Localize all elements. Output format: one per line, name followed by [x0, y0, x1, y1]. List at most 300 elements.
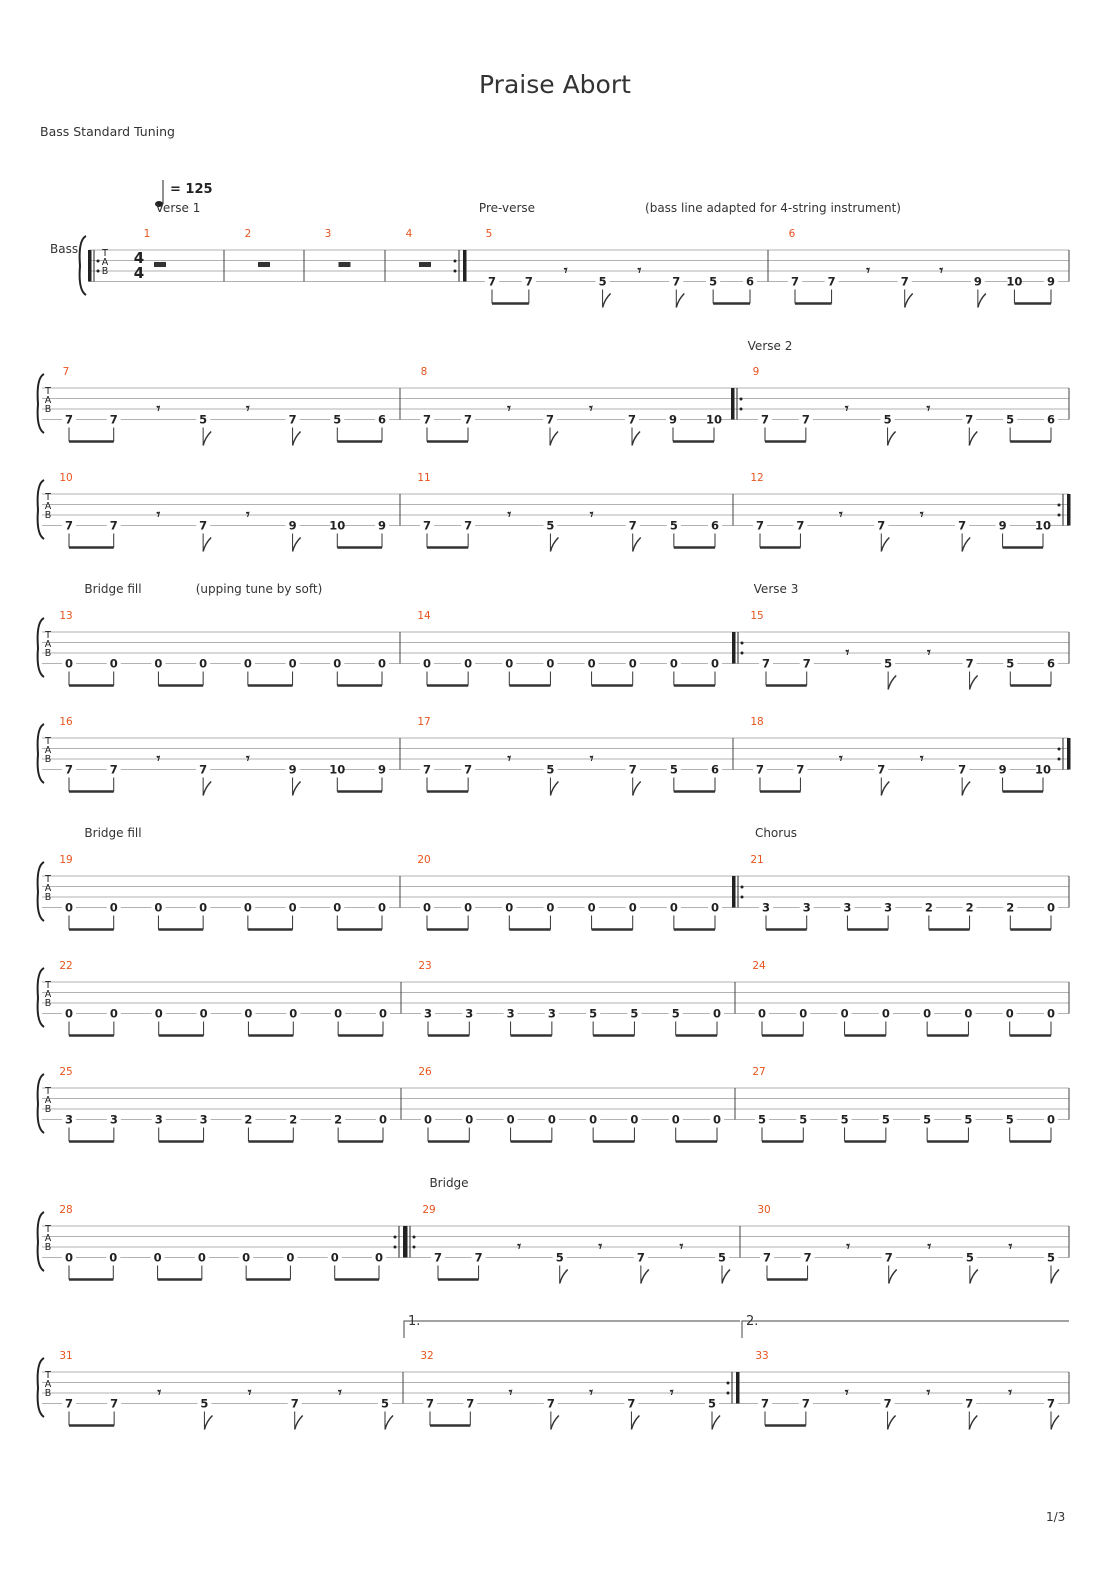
bar-number: 5	[485, 228, 493, 240]
repeat-dot	[454, 260, 457, 263]
bar-number: 2	[244, 228, 252, 240]
note-flag	[888, 676, 896, 690]
fret-number: 3	[843, 900, 852, 915]
tab-clef-letter: B	[44, 648, 52, 659]
note-flag	[603, 294, 611, 308]
fret-number: 7	[628, 762, 637, 777]
fret-number: 0	[464, 656, 473, 671]
fret-number: 5	[1005, 1112, 1014, 1127]
tab-clef-letter: B	[101, 266, 109, 277]
note-flag	[978, 294, 986, 308]
bar-number: 17	[417, 716, 431, 728]
fret-number: 0	[630, 1112, 639, 1127]
note-flag	[969, 1416, 977, 1430]
fret-number: 0	[154, 1006, 163, 1021]
fret-number: 7	[672, 274, 681, 289]
song-title: Praise Abort	[479, 70, 631, 99]
whole-rest	[154, 262, 166, 267]
fret-number: 0	[286, 1250, 295, 1265]
eighth-rest: 𝄾	[1008, 1239, 1013, 1255]
tuning-label: Bass Standard Tuning	[40, 124, 175, 139]
note-flag	[888, 432, 896, 446]
fret-number: 3	[423, 1006, 433, 1021]
volta-bracket-2	[742, 1321, 1069, 1338]
repeat-start-thick	[731, 388, 735, 420]
fret-number: 5	[709, 274, 718, 289]
tempo-mark: = 125	[170, 182, 213, 197]
fret-number: 5	[333, 412, 342, 427]
fret-number: 9	[288, 762, 297, 777]
fret-number: 7	[827, 274, 836, 289]
fret-number: 0	[288, 656, 297, 671]
fret-number: 7	[109, 762, 118, 777]
fret-number: 10	[329, 762, 346, 777]
note-flag	[1051, 1416, 1059, 1430]
fret-number: 10	[1034, 762, 1052, 777]
eighth-rest: 𝄾	[507, 507, 512, 523]
fret-number: 7	[109, 412, 118, 427]
fret-number: 0	[669, 900, 678, 915]
time-signature-top: 4	[133, 249, 145, 267]
fret-number: 0	[840, 1006, 849, 1021]
fret-number: 2	[244, 1112, 253, 1127]
eighth-rest: 𝄾	[589, 751, 594, 767]
tab-clef-letter: B	[44, 1104, 52, 1115]
system-brace	[38, 374, 44, 433]
eighth-rest: 𝄾	[926, 1385, 931, 1401]
fret-number: 5	[199, 412, 208, 427]
note-flag	[632, 432, 640, 446]
fret-number: 0	[422, 900, 432, 915]
tab-clef-letter: T	[45, 736, 51, 747]
eighth-rest: 𝄾	[245, 507, 250, 523]
repeat-dot	[1058, 748, 1061, 751]
fret-number: 7	[755, 762, 765, 777]
fret-number: 7	[883, 1396, 892, 1411]
fret-number: 7	[464, 518, 473, 533]
fret-number: 5	[707, 1396, 717, 1411]
fret-number: 0	[330, 1250, 339, 1265]
fret-number: 0	[589, 1112, 598, 1127]
tab-clef-letter: B	[44, 892, 52, 903]
fret-number: 7	[64, 762, 74, 777]
note-flag	[203, 538, 211, 552]
fret-number: 5	[840, 1112, 849, 1127]
fret-number: 2	[1006, 900, 1015, 915]
repeat-dot	[1058, 514, 1061, 517]
fret-number: 0	[377, 900, 387, 915]
note-flag	[550, 432, 558, 446]
fret-number: 9	[377, 762, 387, 777]
fret-number: 0	[378, 1112, 388, 1127]
fret-number: 3	[109, 1112, 118, 1127]
repeat-dot	[741, 652, 744, 655]
note-flag	[881, 782, 889, 796]
fret-number: 3	[761, 900, 771, 915]
bar-number: 14	[417, 610, 431, 622]
fret-number: 0	[423, 1112, 433, 1127]
fret-number: 9	[377, 518, 387, 533]
fret-number: 9	[998, 762, 1007, 777]
fret-number: 9	[1046, 274, 1056, 289]
fret-number: 0	[199, 656, 208, 671]
fret-number: 5	[200, 1396, 209, 1411]
section-label: Verse 1	[155, 201, 201, 215]
bar-number: 31	[59, 1350, 73, 1362]
fret-number: 5	[884, 656, 893, 671]
eighth-rest: 𝄾	[679, 1239, 684, 1255]
tab-clef-letter: A	[44, 501, 52, 512]
fret-number: 7	[288, 412, 297, 427]
fret-number: 7	[761, 656, 771, 671]
fret-number: 0	[288, 900, 297, 915]
bar-number: 1	[143, 228, 151, 240]
tab-clef-letter: T	[45, 1086, 51, 1097]
eighth-rest: 𝄾	[157, 1385, 162, 1401]
fret-number: 0	[109, 1250, 118, 1265]
repeat-dot	[727, 1392, 730, 1395]
fret-number: 7	[546, 1396, 555, 1411]
fret-number: 7	[802, 656, 811, 671]
fret-number: 0	[199, 1006, 208, 1021]
repeat-dot	[741, 896, 744, 899]
system-brace	[38, 1074, 44, 1133]
system-brace	[38, 618, 44, 677]
fret-number: 2	[334, 1112, 343, 1127]
note-flag	[550, 782, 558, 796]
fret-number: 7	[199, 762, 208, 777]
note-flag	[962, 538, 970, 552]
volta-bracket-1	[404, 1321, 740, 1338]
eighth-rest: 𝄾	[669, 1385, 674, 1401]
fret-number: 7	[487, 274, 497, 289]
fret-number: 0	[671, 1112, 680, 1127]
bar-number: 30	[757, 1204, 771, 1216]
note-flag	[712, 1416, 720, 1430]
repeat-start-thick	[732, 876, 736, 908]
whole-rest	[258, 262, 270, 267]
fret-number: 7	[290, 1396, 299, 1411]
repeat-dot	[740, 398, 743, 401]
note-flag	[889, 1270, 897, 1284]
bar-number: 13	[59, 610, 73, 622]
fret-number: 7	[755, 518, 765, 533]
fret-number: 0	[243, 900, 252, 915]
eighth-rest: 𝄾	[845, 645, 850, 661]
note-flag	[550, 538, 558, 552]
bar-number: 27	[752, 1066, 766, 1078]
bar-number: 23	[418, 960, 432, 972]
fret-number: 5	[717, 1250, 727, 1265]
fret-number: 7	[463, 412, 473, 427]
fret-number: 0	[465, 1112, 474, 1127]
fret-number: 0	[109, 656, 118, 671]
note-flag	[722, 1270, 730, 1284]
fret-number: 7	[958, 518, 967, 533]
bar-number: 16	[59, 716, 73, 728]
fret-number: 5	[964, 1112, 973, 1127]
fret-number: 0	[710, 656, 720, 671]
bar-number: 19	[59, 854, 73, 866]
repeat-start-thick	[404, 1226, 408, 1258]
fret-number: 0	[1046, 900, 1056, 915]
fret-number: 9	[288, 518, 297, 533]
bar-number: 6	[788, 228, 796, 240]
fret-number: 0	[154, 900, 163, 915]
eighth-rest: 𝄾	[589, 401, 593, 417]
fret-number: 7	[900, 274, 909, 289]
note-flag	[676, 294, 684, 308]
fret-number: 10	[1006, 274, 1023, 289]
fret-number: 7	[64, 412, 74, 427]
fret-number: 7	[796, 518, 805, 533]
tab-clef-letter: A	[44, 639, 52, 650]
fret-number: 7	[464, 762, 473, 777]
fret-number: 5	[883, 412, 892, 427]
repeat-dot	[394, 1236, 397, 1239]
fret-number: 7	[1046, 1396, 1056, 1411]
bar-number: 20	[417, 854, 431, 866]
system-brace	[38, 724, 44, 783]
note-flag	[203, 782, 211, 796]
eighth-rest: 𝄾	[517, 1239, 522, 1255]
fret-number: 5	[546, 762, 555, 777]
fret-number: 0	[109, 900, 118, 915]
bar-number: 8	[420, 366, 428, 378]
bar-number: 12	[750, 472, 764, 484]
fret-number: 2	[924, 900, 933, 915]
fret-number: 0	[1005, 1006, 1014, 1021]
fret-number: 7	[422, 518, 432, 533]
eighth-rest: 𝄾	[919, 507, 924, 523]
fret-number: 0	[333, 656, 342, 671]
repeat-end-thick	[463, 250, 467, 282]
section-label: Verse 3	[753, 582, 799, 596]
bar-number: 29	[422, 1204, 436, 1216]
tab-clef-letter: A	[101, 257, 109, 268]
eighth-rest: 𝄾	[589, 1385, 594, 1401]
fret-number: 6	[377, 412, 387, 427]
fret-number: 3	[547, 1006, 556, 1021]
fret-number: 3	[802, 900, 811, 915]
fret-number: 0	[1046, 1006, 1056, 1021]
fret-number: 0	[712, 1112, 722, 1127]
note-flag	[551, 1416, 559, 1430]
fret-number: 0	[587, 656, 596, 671]
fret-number: 7	[762, 1250, 772, 1265]
fret-number: 7	[803, 1250, 812, 1265]
fret-number: 7	[877, 762, 886, 777]
eighth-rest: 𝄾	[247, 1385, 252, 1401]
fret-number: 0	[464, 900, 473, 915]
eighth-rest: 𝄾	[838, 751, 843, 767]
eighth-rest: 𝄾	[927, 1239, 932, 1255]
note-flag	[203, 432, 211, 446]
fret-number: 7	[884, 1250, 893, 1265]
fret-number: 7	[422, 412, 432, 427]
fret-number: 0	[628, 656, 637, 671]
bar-number: 3	[324, 228, 332, 240]
fret-number: 0	[289, 1006, 298, 1021]
repeat-dot	[1058, 504, 1061, 507]
fret-number: 0	[799, 1006, 808, 1021]
eighth-rest: 𝄾	[838, 507, 843, 523]
whole-rest	[419, 262, 431, 267]
fret-number: 0	[546, 900, 555, 915]
fret-number: 0	[333, 900, 342, 915]
tab-clef-letter: B	[44, 510, 52, 521]
fret-number: 5	[589, 1006, 598, 1021]
fret-number: 0	[334, 1006, 343, 1021]
bar-number: 21	[750, 854, 764, 866]
fret-number: 7	[628, 518, 637, 533]
tab-clef-letter: B	[44, 998, 52, 1009]
bar-number: 4	[405, 228, 413, 240]
section-label: (bass line adapted for 4-string instrument)	[645, 201, 901, 215]
eighth-rest: 𝄾	[866, 263, 871, 279]
eighth-rest: 𝄾	[245, 401, 250, 417]
fret-number: 7	[958, 762, 967, 777]
fret-number: 0	[109, 1006, 118, 1021]
fret-number: 5	[1006, 656, 1015, 671]
repeat-dot	[741, 886, 744, 889]
fret-number: 0	[199, 900, 208, 915]
note-flag	[385, 1416, 393, 1430]
eighth-rest: 𝄾	[508, 1385, 513, 1401]
section-label: (upping tune by soft)	[195, 582, 323, 596]
fret-number: 0	[1046, 1112, 1056, 1127]
fret-number: 7	[965, 1396, 974, 1411]
fret-number: 6	[1046, 412, 1056, 427]
fret-number: 7	[760, 1396, 770, 1411]
section-label: Verse 2	[747, 339, 793, 353]
fret-number: 0	[506, 1112, 515, 1127]
eighth-rest: 𝄾	[507, 401, 511, 417]
fret-number: 0	[587, 900, 596, 915]
fret-number: 7	[109, 518, 118, 533]
eighth-rest: 𝄾	[507, 751, 512, 767]
tab-clef-letter: T	[102, 248, 108, 259]
fret-number: 5	[757, 1112, 767, 1127]
note-flag	[970, 1270, 978, 1284]
fret-number: 7	[466, 1396, 475, 1411]
note-flag	[905, 294, 913, 308]
fret-number: 7	[545, 412, 555, 427]
bar-number: 25	[59, 1066, 73, 1078]
bar-number: 28	[59, 1204, 73, 1216]
fret-number: 7	[110, 1396, 119, 1411]
fret-number: 7	[636, 1250, 645, 1265]
tab-clef-letter: T	[45, 492, 51, 503]
repeat-dot	[454, 270, 457, 273]
fret-number: 7	[801, 1396, 810, 1411]
tab-clef-letter: T	[45, 1224, 51, 1235]
eighth-rest: 𝄾	[563, 263, 568, 279]
fret-number: 5	[669, 762, 678, 777]
bar-number: 11	[417, 472, 431, 484]
fret-number: 6	[710, 518, 720, 533]
tab-clef-letter: A	[44, 745, 52, 756]
fret-number: 10	[1034, 518, 1052, 533]
eighth-rest: 𝄾	[598, 1239, 603, 1255]
fret-number: 0	[546, 656, 555, 671]
system-brace	[80, 236, 86, 295]
fret-number: 9	[973, 274, 982, 289]
fret-number: 0	[505, 900, 514, 915]
system-brace	[38, 1358, 44, 1417]
fret-number: 0	[64, 1006, 74, 1021]
tab-clef-letter: T	[45, 874, 51, 885]
tab-clef-letter: B	[44, 404, 52, 415]
system-brace	[38, 1212, 44, 1271]
note-flag	[970, 676, 978, 690]
fret-number: 0	[377, 656, 387, 671]
tab-clef-letter: A	[44, 1233, 52, 1244]
fret-number: 0	[710, 900, 720, 915]
fret-number: 0	[669, 656, 678, 671]
fret-number: 2	[965, 900, 974, 915]
volta-label: 2.	[746, 1314, 759, 1329]
fret-number: 3	[884, 900, 893, 915]
fret-number: 0	[547, 1112, 556, 1127]
fret-number: 0	[964, 1006, 973, 1021]
repeat-dot	[97, 260, 100, 263]
fret-number: 7	[801, 412, 810, 427]
fret-number: 5	[881, 1112, 890, 1127]
repeat-dot	[740, 408, 743, 411]
tab-clef-letter: A	[44, 883, 52, 894]
fret-number: 5	[380, 1396, 390, 1411]
repeat-start-thick	[732, 632, 736, 664]
fret-number: 3	[199, 1112, 208, 1127]
note-flag	[641, 1270, 649, 1284]
fret-number: 0	[64, 1250, 74, 1265]
fret-number: 0	[64, 656, 74, 671]
fret-number: 7	[64, 1396, 74, 1411]
repeat-dot	[727, 1382, 730, 1385]
repeat-dot	[1058, 758, 1061, 761]
page-number: 1/3	[1046, 1510, 1066, 1524]
eighth-rest: 𝄾	[156, 751, 161, 767]
system-brace	[38, 480, 44, 539]
fret-number: 6	[745, 274, 755, 289]
note-flag	[295, 1416, 303, 1430]
tab-clef-letter: A	[44, 1379, 52, 1390]
fret-number: 0	[154, 656, 163, 671]
fret-number: 7	[627, 412, 637, 427]
note-flag	[560, 1270, 568, 1284]
bar-number: 24	[752, 960, 766, 972]
track-name: Bass	[50, 242, 79, 256]
fret-number: 5	[1046, 1250, 1056, 1265]
time-signature-bottom: 4	[133, 264, 145, 282]
volta-label: 1.	[408, 1314, 421, 1329]
bar-number: 18	[750, 716, 764, 728]
note-flag	[1051, 1270, 1059, 1284]
tab-clef-letter: T	[45, 1370, 51, 1381]
eighth-rest: 𝄾	[589, 507, 594, 523]
note-flag	[293, 538, 301, 552]
fret-number: 0	[757, 1006, 767, 1021]
fret-number: 0	[712, 1006, 722, 1021]
fret-number: 5	[546, 518, 555, 533]
fret-number: 0	[64, 900, 74, 915]
fret-number: 9	[998, 518, 1007, 533]
note-flag	[962, 782, 970, 796]
eighth-rest: 𝄾	[1008, 1385, 1013, 1401]
fret-number: 5	[671, 1006, 680, 1021]
fret-number: 6	[1046, 656, 1056, 671]
